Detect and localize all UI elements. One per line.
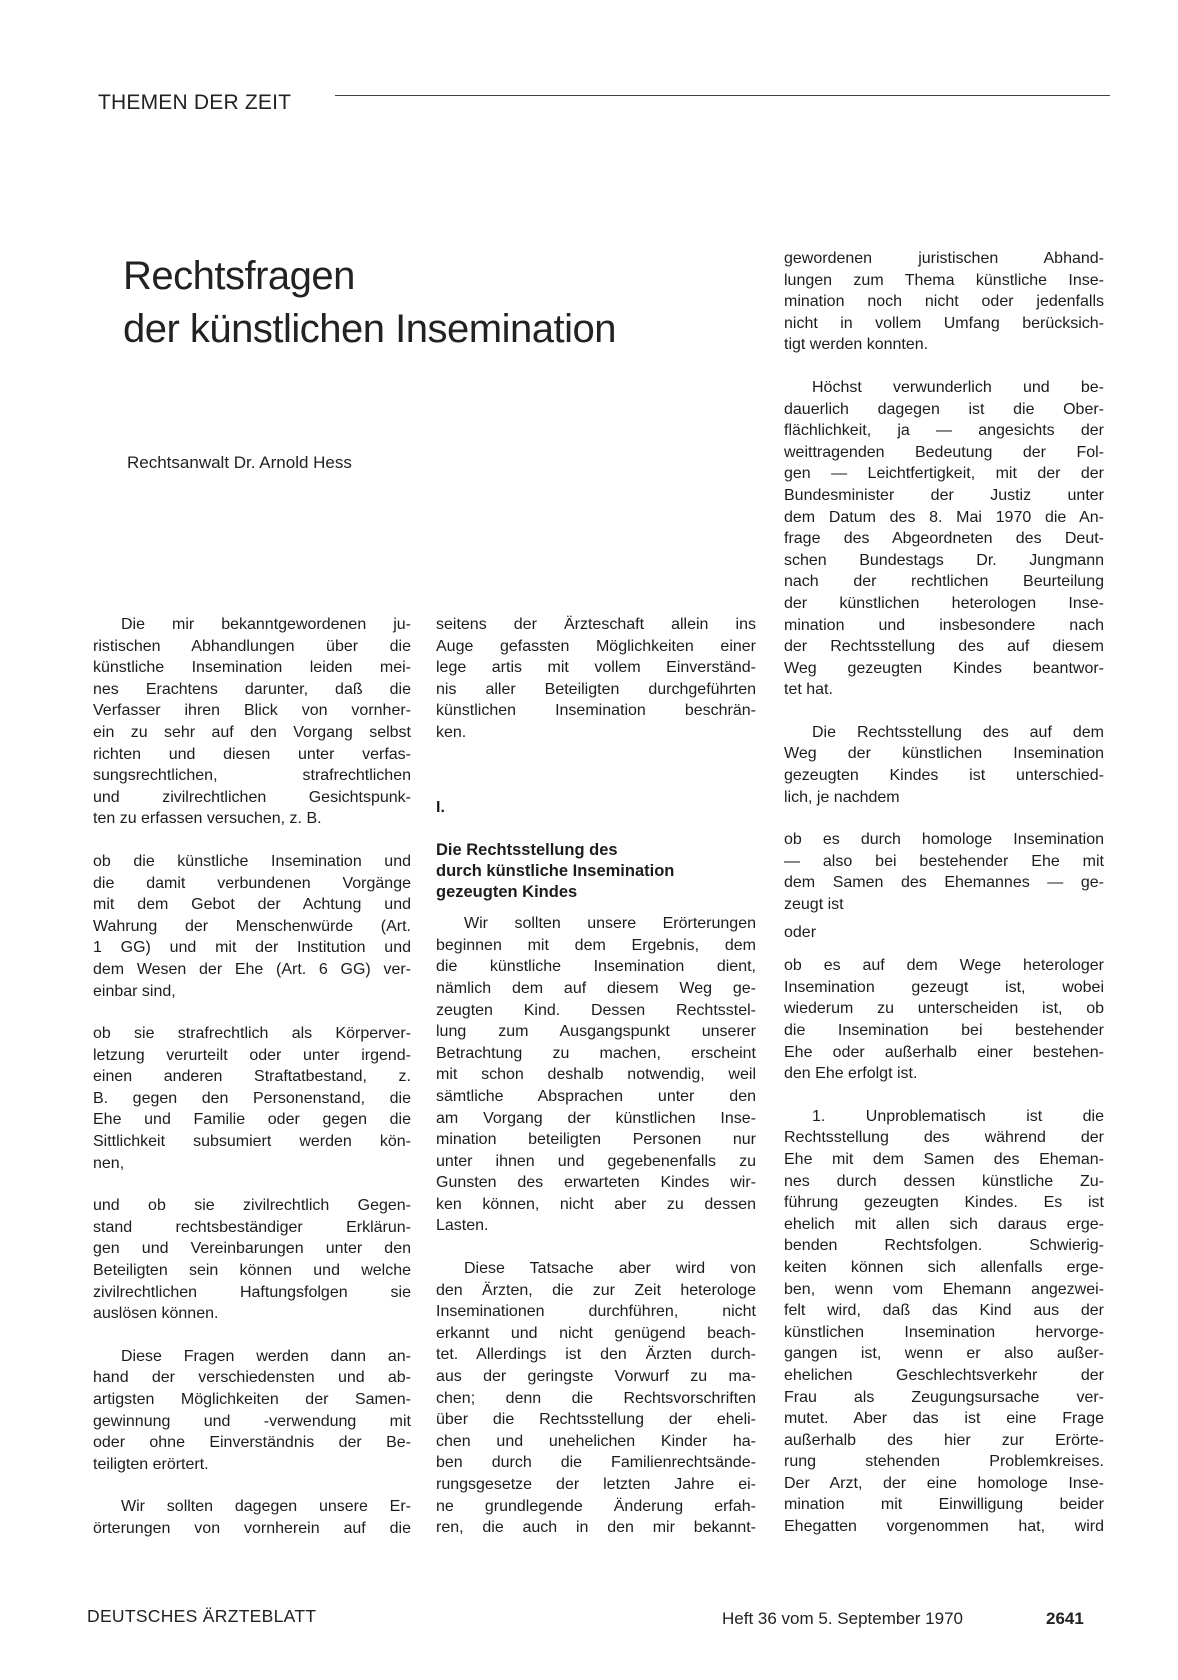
text-line: über die Rechtsstellung der eheli- xyxy=(436,1411,756,1429)
text-line: oder ohne Einverständnis der Be- xyxy=(93,1434,411,1452)
text-line: ken können, nicht aber zu dessen xyxy=(436,1195,756,1213)
text-line: nach der rechtlichen Beurteilung xyxy=(784,573,1104,591)
text-line: tet hat. xyxy=(784,681,833,699)
text-line: die damit verbundenen Vorgänge xyxy=(93,874,411,892)
text-line: ein zu sehr auf den Vorgang selbst xyxy=(93,723,411,741)
text-line: ne grundlegende Änderung erfah- xyxy=(436,1497,756,1515)
text-line: ob es auf dem Wege heterologer xyxy=(784,957,1104,975)
text-line: die künstliche Insemination dient, xyxy=(436,958,756,976)
text-line: am Vorgang der künstlichen Inse- xyxy=(436,1109,756,1127)
text-line: einbar sind, xyxy=(93,982,176,1000)
text-line: nis aller Beteiligten durchgeführten xyxy=(436,680,756,698)
text-line: benden Rechtsfolgen. Schwierig- xyxy=(784,1237,1104,1255)
text-line: führung gezeugten Kindes. Es ist xyxy=(784,1194,1104,1212)
text-column-2 xyxy=(436,614,756,1539)
text-line: dauerlich dagegen ist die Ober- xyxy=(784,400,1104,418)
text-line: hand der verschiedensten und ab- xyxy=(93,1369,411,1387)
section-number: I. xyxy=(436,798,445,816)
paragraph xyxy=(93,1346,411,1476)
text-line: mination mit Einwilligung beider xyxy=(784,1496,1104,1514)
text-line: zeugt ist xyxy=(784,896,844,914)
text-line: Weg der künstlichen Insemination xyxy=(784,745,1104,763)
text-line: Auge gefassten Möglichkeiten einer xyxy=(436,637,756,655)
text-line: sämtliche Absprachen unter den xyxy=(436,1087,756,1105)
text-line: dem Wesen der Ehe (Art. 6 GG) ver- xyxy=(93,960,411,978)
text-line: Die mir bekanntgewordenen ju- xyxy=(121,616,411,633)
text-line: außerhalb des hier zur Erörte- xyxy=(784,1431,1104,1449)
text-line: Beteiligten sein können und welche xyxy=(93,1262,411,1280)
text-line: Die Rechtsstellung des auf dem xyxy=(812,723,1104,741)
text-line: mutet. Aber das ist eine Frage xyxy=(784,1410,1104,1428)
text-line: ben, wenn vom Ehemann angezwei- xyxy=(784,1280,1104,1298)
text-line: ristischen Abhandlungen über die xyxy=(93,637,411,655)
text-line: gen und Vereinbarungen unter den xyxy=(93,1240,411,1258)
text-line: 1 GG) und mit der Institution und xyxy=(93,939,411,957)
text-line: beginnen mit dem Ergebnis, dem xyxy=(436,936,756,954)
paragraph xyxy=(93,1023,411,1174)
text-line: Ehe und Familie oder gegen die xyxy=(93,1111,411,1129)
text-line: der künstlichen heterologen Inse- xyxy=(784,594,1104,612)
text-line: tigt werden konnten. xyxy=(784,336,929,354)
text-line: ben durch die Familienrechtsände- xyxy=(436,1454,756,1472)
section-heading xyxy=(436,840,756,903)
text-line: nen, xyxy=(93,1154,125,1172)
text-line: wiederum zu unterscheiden ist, ob xyxy=(784,1000,1104,1018)
text-line: nicht in vollem Umfang berücksich- xyxy=(784,314,1104,332)
text-line: und zivilrechtlichen Gesichtspunk- xyxy=(93,788,411,806)
section-heading-line: Die Rechtsstellung des xyxy=(436,841,618,860)
paragraph-oder: oder xyxy=(784,923,817,941)
text-line: dem Datum des 8. Mai 1970 die An- xyxy=(784,508,1104,526)
paragraph xyxy=(784,829,1104,915)
text-line: die Insemination bei bestehender xyxy=(784,1022,1104,1039)
text-line: Ehegatten vorgenommen hat, wird xyxy=(784,1518,1104,1536)
text-line: Betrachtung zu machen, erscheint xyxy=(436,1044,756,1062)
text-line: mination und insbesondere nach xyxy=(784,616,1104,634)
paragraph xyxy=(93,1195,411,1325)
text-line: Diese Fragen werden dann an- xyxy=(121,1347,411,1365)
text-line: keiten können sich allenfalls erge- xyxy=(784,1258,1104,1276)
text-line: ken. xyxy=(436,723,467,741)
text-line: stand rechtsbeständiger Erklärun- xyxy=(93,1218,411,1236)
journal-name: DEUTSCHES ÄRZTEBLATT xyxy=(87,1606,317,1626)
paragraph xyxy=(784,248,1104,356)
text-line: Sittlichkeit subsumiert werden kön- xyxy=(93,1133,411,1151)
text-line: chen und unehelichen Kinder ha- xyxy=(436,1432,756,1450)
title-line-1: Rechtsfragen xyxy=(123,254,355,298)
text-line: Verfasser ihren Blick von vornher- xyxy=(93,702,411,720)
page-number: 2641 xyxy=(1046,1609,1084,1628)
text-line: sungsrechtlichen, strafrechtlichen xyxy=(93,767,411,785)
text-line: mination noch nicht oder jedenfalls xyxy=(784,293,1104,311)
text-line: zivilrechtlichen Haftungsfolgen sie xyxy=(93,1283,411,1301)
text-line: künstlichen Insemination hervorge- xyxy=(784,1323,1104,1341)
text-line: B. gegen den Personenstand, die xyxy=(93,1089,411,1107)
text-line: felt wird, daß das Kind aus der xyxy=(784,1302,1104,1320)
text-line: artigsten Möglichkeiten der Samen- xyxy=(93,1391,411,1408)
text-line: örterungen von vornherein auf die xyxy=(93,1519,411,1537)
text-line: Weg gezeugten Kindes beantwor- xyxy=(784,659,1104,677)
text-line: rungsgesetze der letzten Jahre ei- xyxy=(436,1476,756,1493)
text-line: ob es durch homologe Insemination xyxy=(784,831,1104,849)
text-line: tet. Allerdings ist den Ärzten durch- xyxy=(436,1346,756,1364)
section-heading-line: durch künstliche Insemination xyxy=(436,862,675,881)
text-line: ehelich mit allen sich daraus erge- xyxy=(784,1215,1104,1233)
text-line: Ehe mit dem Samen des Eheman- xyxy=(784,1150,1104,1168)
text-line: aus der geringste Vorwurf zu ma- xyxy=(436,1368,756,1386)
text-line: einen anderen Straftatbestand, z. xyxy=(93,1068,411,1086)
paragraph xyxy=(93,1496,411,1539)
text-column-1 xyxy=(93,614,411,1540)
section-label: THEMEN DER ZEIT xyxy=(98,91,292,114)
text-line: lege artis mit vollem Einverständ- xyxy=(436,659,756,677)
text-line: seitens der Ärzteschaft allein ins xyxy=(436,616,756,633)
text-line: Wahrung der Menschenwürde (Art. xyxy=(93,917,411,935)
paragraph xyxy=(436,1258,756,1539)
text-line: auslösen können. xyxy=(93,1305,219,1323)
text-line: lich, je nachdem xyxy=(784,788,900,806)
text-line: und ob sie zivilrechtlich Gegen- xyxy=(93,1197,411,1215)
text-line: ren, die auch in den mir bekannt- xyxy=(436,1519,756,1537)
text-line: nes Erachtens darunter, daß die xyxy=(93,680,411,698)
text-line: Wir sollten unsere Erörterungen xyxy=(464,915,756,933)
text-line: mit dem Gebot der Achtung und xyxy=(93,896,411,914)
text-line: erkannt und nicht genügend beach- xyxy=(436,1324,756,1342)
article-author: Rechtsanwalt Dr. Arnold Hess xyxy=(127,453,352,472)
text-line: zeugten Kind. Dessen Rechtsstel- xyxy=(436,1001,756,1019)
text-line: Diese Tatsache aber wird von xyxy=(464,1260,756,1278)
text-line: der Rechtsstellung des auf diesem xyxy=(784,638,1104,656)
text-line: Rechtsstellung des während der xyxy=(784,1129,1104,1147)
paragraph xyxy=(784,722,1104,808)
text-line: gen — Leichtfertigkeit, mit der der xyxy=(784,465,1104,483)
paragraph xyxy=(784,955,1104,1085)
text-line: Der Arzt, der eine homologe Inse- xyxy=(784,1474,1104,1492)
article-title xyxy=(123,250,763,356)
paragraph xyxy=(436,913,756,1237)
text-line: ehelichen Geschlechtsverkehr der xyxy=(784,1366,1104,1384)
text-line: schen Bundestags Dr. Jungmann xyxy=(784,551,1104,569)
text-line: rung stehenden Problemkreises. xyxy=(784,1453,1104,1471)
text-line: chen; denn die Rechtsvorschriften xyxy=(436,1389,756,1407)
text-line: Ehe oder außerhalb einer bestehen- xyxy=(784,1043,1104,1061)
text-line: den Ärzten, die zur Zeit heterologe xyxy=(436,1281,756,1299)
text-line: mit schon deshalb notwendig, weil xyxy=(436,1066,756,1084)
text-line: Höchst verwunderlich und be- xyxy=(812,378,1104,396)
text-line: künstlichen Insemination beschrän- xyxy=(436,702,756,720)
text-line: ob sie strafrechtlich als Körperver- xyxy=(93,1025,411,1043)
text-line: gewinnung und -verwendung mit xyxy=(93,1412,411,1430)
text-line: Lasten. xyxy=(436,1217,489,1235)
text-line: Wir sollten dagegen unsere Er- xyxy=(121,1498,411,1516)
paragraph xyxy=(436,614,756,744)
text-line: den Ehe erfolgt ist. xyxy=(784,1065,918,1083)
text-line: ob die künstliche Insemination und xyxy=(93,852,411,870)
text-line: Frau als Zeugungsursache ver- xyxy=(784,1388,1104,1406)
text-line: teiligten erörtert. xyxy=(93,1455,209,1473)
paragraph xyxy=(93,614,411,830)
text-line: nes durch dessen künstliche Zu- xyxy=(784,1172,1104,1190)
paragraph xyxy=(784,1106,1104,1538)
text-line: nämlich dem auf diesem Weg ge- xyxy=(436,979,756,997)
issue-info: Heft 36 vom 5. September 1970 xyxy=(722,1609,963,1628)
text-line: richten und diesen unter verfas- xyxy=(93,745,411,763)
text-line: 1. Unproblematisch ist die xyxy=(812,1107,1104,1125)
text-line: mination beteiligten Personen nur xyxy=(436,1131,756,1149)
text-line: Gunsten des erwarteten Kindes wir- xyxy=(436,1174,756,1192)
paragraph xyxy=(784,377,1104,701)
title-line-2: der künstlichen Insemination xyxy=(123,307,616,351)
text-line: gangen ist, wenn er also außer- xyxy=(784,1345,1104,1363)
text-line: Inseminationen durchführen, nicht xyxy=(436,1303,756,1321)
text-line: — also bei bestehender Ehe mit xyxy=(784,852,1104,870)
text-column-3 xyxy=(784,248,1104,1538)
text-line: frage des Abgeordneten des Deut- xyxy=(784,530,1104,548)
text-line: weittragenden Bedeutung der Fol- xyxy=(784,443,1104,461)
text-line: gezeugten Kindes ist unterschied- xyxy=(784,767,1104,785)
header-rule xyxy=(335,95,1110,96)
text-line: Insemination gezeugt ist, wobei xyxy=(784,978,1104,996)
text-line: ten zu erfassen versuchen, z. B. xyxy=(93,810,322,828)
text-line: letzung verurteilt oder unter irgend- xyxy=(93,1046,411,1064)
text-line: gewordenen juristischen Abhand- xyxy=(784,250,1104,267)
text-line: dem Samen des Ehemannes — ge- xyxy=(784,874,1104,892)
text-line: flächlichkeit, ja — angesichts der xyxy=(784,422,1104,440)
text-line: lungen zum Thema künstliche Inse- xyxy=(784,271,1104,289)
text-line: lung zum Ausgangspunkt unserer xyxy=(436,1023,756,1041)
text-line: Bundesminister der Justiz unter xyxy=(784,486,1104,504)
text-line: künstliche Insemination leiden mei- xyxy=(93,659,411,677)
text-line: unter ihnen und gegebenenfalls zu xyxy=(436,1152,756,1170)
section-heading-line: gezeugten Kindes xyxy=(436,883,578,902)
paragraph xyxy=(93,851,411,1002)
